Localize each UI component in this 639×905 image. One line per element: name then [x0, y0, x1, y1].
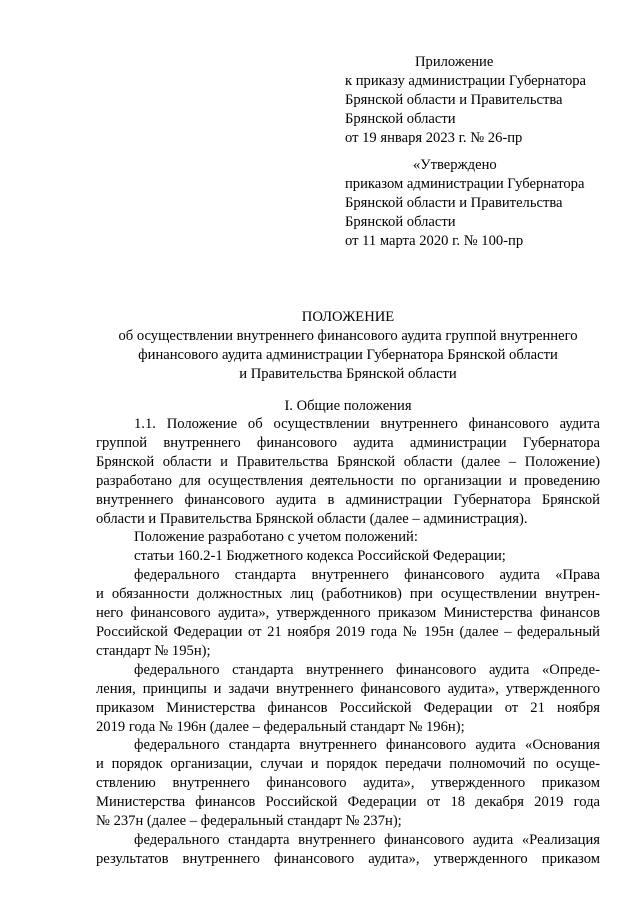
paragraph-line: Положение разработано с учетом положений:: [134, 529, 418, 546]
section-heading: I. Общие положения: [284, 398, 412, 414]
paragraph-line: и обязанности должностных лиц (работников) при осуществлении внутрен-: [96, 586, 600, 603]
approved-line: от 11 марта 2020 г. № 100-пр: [345, 232, 524, 249]
paragraph-line: внутреннего финансового аудита в администрации Губернатора Брянской: [96, 491, 600, 508]
paragraph-line: федерального стандарта внутреннего финансового аудита «Опреде-: [134, 661, 600, 678]
paragraph-line: статьи 160.2-1 Бюджетного кодекса Российской Федерации;: [134, 548, 506, 565]
paragraph: [96, 528, 600, 547]
annex-line: Брянской области: [345, 110, 456, 127]
paragraph-line: результатов внутреннего финансового аудита», утвержденного приказом: [96, 850, 600, 867]
annex-line: Брянской области и Правительства: [345, 91, 563, 108]
paragraph-line: ления, принципы и задачи внутреннего финансового аудита», утвержденного: [96, 680, 600, 697]
paragraph-line: 2019 года № 196н (далее – федеральный стандарт № 196н);: [96, 718, 465, 735]
title-line: и Правительства Брянской области: [239, 365, 457, 382]
document-title: [96, 308, 600, 384]
approved-line: Брянской области: [345, 213, 456, 230]
annex-line: от 19 января 2023 г. № 26-пр: [345, 129, 523, 146]
approved-line: приказом администрации Губернатора: [345, 175, 585, 192]
paragraph-line: Министерства финансов Российской Федерации от 18 декабря 2019 года: [96, 794, 600, 811]
title-line: финансового аудита администрации Губернатора Брянской области: [138, 346, 558, 363]
paragraph-line: него финансового аудита», утвержденного приказом Министерства финансов: [96, 605, 600, 622]
approved-block: [345, 156, 625, 251]
paragraph-line: Российской Федерации от 21 ноября 2019 года № 195н (далее – федеральный: [96, 623, 600, 640]
paragraph-line: федерального стандарта внутреннего финансового аудита «Основания: [134, 737, 600, 754]
paragraph: [96, 831, 600, 869]
approved-line: Брянской области и Правительства: [345, 194, 563, 211]
paragraph-line: федерального стандарта внутреннего финансового аудита «Реализация: [134, 831, 600, 848]
title-line: об осуществлении внутреннего финансового аудита группой внутреннего: [118, 327, 578, 344]
paragraph-line: группой внутреннего финансового аудита администрации Губернатора: [96, 434, 600, 451]
paragraph: [96, 736, 600, 831]
paragraph-line: и порядок организации, случаи и порядок передачи полномочий по осуще-: [96, 756, 600, 773]
paragraph-line: стандарт № 195н);: [96, 642, 211, 659]
paragraph: [96, 547, 600, 566]
paragraph-line: ствлению внутреннего финансового аудита», утвержденного приказом: [96, 775, 600, 792]
paragraph-line: Брянской области и Правительства Брянской области (далее – Положение): [96, 453, 600, 470]
approved-line: «Утверждено: [413, 157, 497, 173]
annex-line: к приказу администрации Губернатора: [345, 72, 587, 89]
annex-block: [345, 53, 625, 148]
document-body: [96, 415, 600, 869]
paragraph: [96, 566, 600, 661]
paragraph-line: области и Правительства Брянской области (далее – администрация).: [96, 510, 528, 527]
annex-line: Приложение: [415, 54, 494, 70]
paragraph-line: № 237н (далее – федеральный стандарт № 237н);: [96, 813, 402, 830]
paragraph-line: разработано для осуществления деятельности по организации и проведению: [96, 472, 600, 489]
title-heading: ПОЛОЖЕНИЕ: [301, 309, 395, 325]
paragraph-line: 1.1. Положение об осуществлении внутреннего финансового аудита: [134, 416, 600, 432]
paragraph: [96, 661, 600, 737]
paragraph-line: приказом Министерства финансов Российской Федерации от 21 ноября: [96, 699, 600, 716]
paragraph-line: федерального стандарта внутреннего финансового аудита «Права: [134, 567, 600, 584]
paragraph: [96, 415, 600, 528]
